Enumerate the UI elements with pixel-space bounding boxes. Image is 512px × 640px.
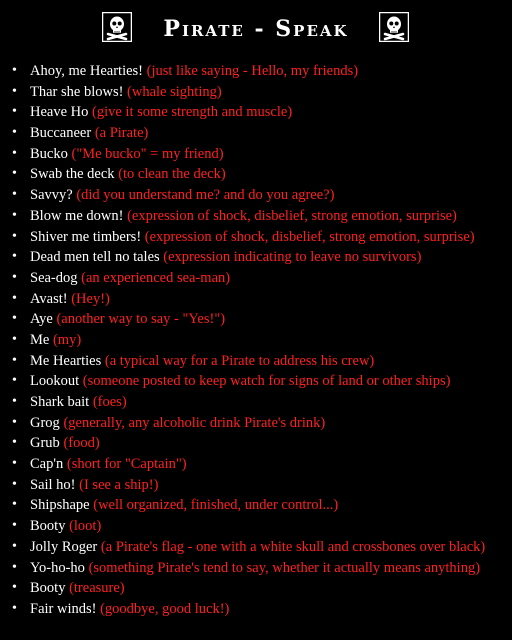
phrase-meaning: (generally, any alcoholic drink Pirate's drink) [63,414,326,431]
phrase-meaning: (whale sighting) [127,83,222,100]
phrase-term: Blow me down! [30,207,124,224]
phrase-term: Dead men tell no tales [30,249,160,266]
phrase-meaning: (treasure) [69,580,125,597]
phrase-term: Aye [30,311,53,328]
bullet-icon: • [12,373,17,389]
phrase-meaning: (an experienced sea-man) [81,269,231,286]
bullet-icon: • [12,104,17,120]
phrase-term: Sail ho! [30,476,76,493]
phrase-meaning: (just like saying - Hello, my friends) [146,63,359,79]
list-item [0,144,485,165]
list-item [0,392,485,413]
list-item [0,164,485,185]
page-header [0,10,512,48]
jolly-roger-icon [379,12,409,42]
phrase-term: Me Hearties [30,352,102,369]
bullet-icon: • [12,249,17,265]
bullet-icon: • [12,63,17,78]
list-item [0,82,485,103]
bullet-icon: • [12,352,17,368]
phrase-meaning: (I see a ship!) [79,476,159,493]
phrase-meaning: (give it some strength and muscle) [92,104,293,121]
phrase-term: Avast! [30,290,68,307]
phrase-meaning: (something Pirate's tend to say, whether it actually means anything) [88,559,481,576]
list-item [0,206,485,227]
bullet-icon: • [12,228,17,244]
phrase-meaning: (food) [63,435,100,452]
list-item [0,599,485,620]
phrase-term: Fair winds! [30,600,97,617]
phrase-meaning: (goodbye, good luck!) [100,600,230,617]
phrase-meaning: ("Me bucko" = my friend) [71,145,224,162]
phrase-term: Bucko [30,145,68,162]
phrase-term: Booty [30,580,66,597]
list-item [0,268,485,289]
phrase-term: Shark bait [30,394,90,410]
phrase-meaning: (to clean the deck) [118,166,226,183]
phrase-term: Heave Ho [30,104,89,121]
bullet-icon: • [12,414,17,430]
phrase-term: Grog [30,414,60,431]
bullet-icon: • [12,559,17,575]
list-item [0,102,485,123]
bullet-icon: • [12,187,17,203]
bullet-icon: • [12,207,17,223]
page-title: Pirate - Speak [163,16,349,42]
jolly-roger-icon [102,12,132,42]
bullet-icon: • [12,394,17,409]
phrase-term: Lookout [30,373,80,390]
list-item [0,454,485,475]
phrase-meaning: (Hey!) [71,290,110,307]
list-item [0,537,485,558]
phrase-term: Swab the deck [30,166,115,183]
bullet-icon: • [12,166,17,182]
phrase-meaning: (expression of shock, disbelief, strong emotion, surprise) [144,228,475,245]
bullet-icon: • [12,125,17,141]
list-item [0,61,485,82]
bullet-icon: • [12,83,17,99]
list-item [0,351,485,372]
phrase-term: Savvy? [30,187,73,204]
list-item [0,227,485,248]
bullet-icon: • [12,456,17,472]
bullet-icon: • [12,580,17,596]
list-item [0,433,485,454]
list-item [0,123,485,144]
phrase-meaning: (foes) [92,394,127,410]
bullet-icon: • [12,269,17,285]
bullet-icon: • [12,331,17,347]
bullet-icon: • [12,518,17,534]
phrase-meaning: (expression of shock, disbelief, strong emotion, surprise) [127,207,457,224]
list-item [0,495,485,516]
list-item [0,413,485,434]
list-item [0,309,485,330]
bullet-icon: • [12,145,17,161]
phrase-meaning: (short for "Captain") [66,456,187,473]
bullet-icon: • [12,600,17,616]
phrase-meaning: (did you understand me? and do you agree?) [76,187,335,204]
phrase-term: Shiver me timbers! [30,228,142,245]
phrase-meaning: (loot) [69,518,102,535]
phrase-meaning: (another way to say - "Yes!") [56,311,226,328]
list-item [0,185,485,206]
bullet-icon: • [12,538,17,554]
phrase-meaning: (expression indicating to leave no survivors) [163,249,422,266]
phrase-meaning: (my) [52,331,82,348]
list-item [0,289,485,310]
phrase-term: Booty [30,518,66,535]
phrase-list [0,61,485,620]
list-item [0,516,485,537]
phrase-term: Shipshape [30,497,90,514]
phrase-term: Sea-dog [30,269,78,286]
phrase-meaning: (someone posted to keep watch for signs of land or other ships) [82,373,451,390]
list-item [0,558,485,579]
bullet-icon: • [12,435,17,451]
bullet-icon: • [12,290,17,306]
phrase-term: Cap'n [30,456,64,473]
list-item [0,475,485,496]
phrase-term: Jolly Roger [30,538,98,555]
phrase-term: Yo-ho-ho [30,559,85,576]
phrase-meaning: (a Pirate) [94,125,149,142]
list-item [0,247,485,268]
phrase-term: Thar she blows! [30,83,124,100]
phrase-term: Ahoy, me Hearties! [30,63,144,79]
list-item [0,330,485,351]
list-item [0,578,485,599]
phrase-term: Buccaneer [30,125,92,142]
bullet-icon: • [12,497,17,513]
phrase-meaning: (a typical way for a Pirate to address his crew) [104,352,375,369]
phrase-term: Grub [30,435,60,452]
phrase-meaning: (a Pirate's flag - one with a white skull and crossbones over black) [100,538,486,555]
phrase-term: Me [30,331,50,348]
list-item [0,371,485,392]
bullet-icon: • [12,311,17,327]
bullet-icon: • [12,476,17,492]
phrase-meaning: (well organized, finished, under control...) [93,497,339,514]
